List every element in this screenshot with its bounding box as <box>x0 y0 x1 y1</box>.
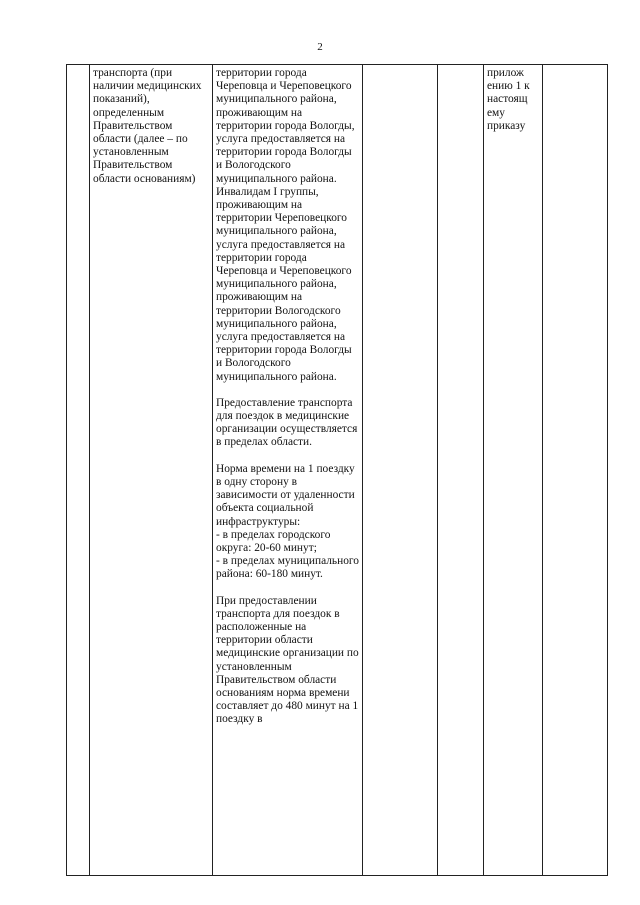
conditions-paragraph-4: При предоставлении транспорта для поездок в расположенные на территории области медицинские организации по установленным Правительством области основаниям норма времени составляет до 480 минут на 1 поездку в <box>216 594 359 726</box>
appendix-reference: прилож ению 1 к настоящ ему приказу <box>487 67 530 132</box>
table-cell-empty-4 <box>363 65 438 876</box>
table-cell-appendix-ref <box>484 65 543 876</box>
table-cell-empty-5 <box>438 65 484 876</box>
table-cell-empty-7 <box>543 65 608 876</box>
category-text: транспорта (при наличии медицинских показаний), определенным Правительством области (далее – по установленным Правительством области основаниям) <box>93 67 202 185</box>
table-cell-index <box>67 65 90 876</box>
conditions-paragraph-2: Предоставление транспорта для поездок в медицинские организации осуществляется в пределах области. <box>216 396 358 449</box>
document-table <box>66 64 608 876</box>
conditions-paragraph-1: территории города Череповца и Череповецкого муниципального района, проживающим на территории города Вологды, услуга предоставляется на территории города Вологды и Вологодского муниципального района. Инвалидам I группы, проживающим на территории Череповецкого муниципального района, услуга предоставляется на территории города Череповца и Череповецкого муниципального района, проживающим на территории Вологодского муниципального района, услуга предоставляется на территории города Вологды и Вологодского муниципального района. <box>216 67 355 383</box>
table-cell-conditions <box>213 65 363 876</box>
page-number: 2 <box>317 41 323 53</box>
conditions-paragraph-3: Норма времени на 1 поездку в одну сторону в зависимости от удаленности объекта социальной инфраструктуры: - в пределах городского округа: 20-60 минут; - в пределах муниципального района: 60-180 минут. <box>216 462 359 581</box>
table-row <box>67 65 608 876</box>
table-cell-category <box>90 65 213 876</box>
